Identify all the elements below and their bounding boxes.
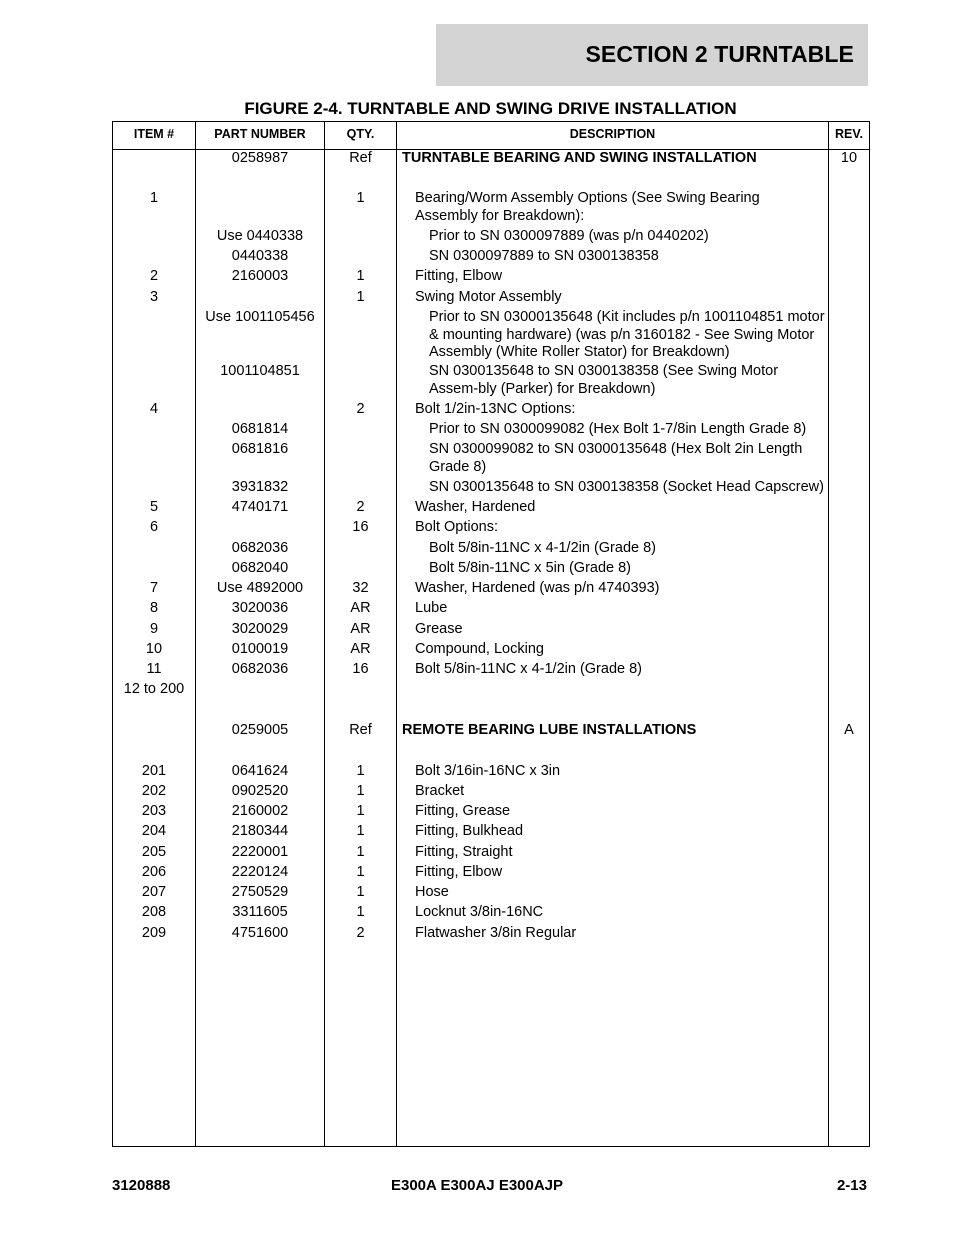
part-number-cell: 1001104851 (220, 363, 300, 379)
qty-cell: AR (350, 600, 371, 616)
section-title: SECTION 2 TURNTABLE (585, 41, 854, 67)
item-number-cell: 11 (146, 661, 162, 677)
qty-cell: AR (350, 641, 371, 657)
part-number-cell: 0682040 (231, 560, 289, 576)
qty-cell: 1 (356, 823, 365, 839)
qty-cell: 1 (356, 884, 365, 900)
part-number-cell: 0681816 (231, 441, 289, 457)
description-cell: Fitting, Elbow (415, 268, 503, 284)
description-cell: SN 0300097889 to SN 0300138358 (429, 248, 659, 264)
part-number-cell: 2220001 (231, 844, 289, 860)
qty-cell: 1 (356, 289, 365, 305)
part-number-cell: 0100019 (231, 641, 289, 657)
part-number-cell: 3020029 (231, 621, 289, 637)
part-number-cell: 0641624 (231, 763, 289, 779)
qty-cell: 1 (356, 864, 365, 880)
qty-cell: Ref (349, 150, 372, 166)
part-number-cell: 0902520 (231, 783, 289, 799)
item-number-cell: 7 (149, 580, 159, 596)
qty-cell: 16 (352, 519, 369, 535)
description-cell: Washer, Hardened (was p/n 4740393) (415, 580, 660, 596)
item-number-cell: 12 to 200 (123, 681, 185, 697)
item-number-cell: 9 (149, 621, 159, 637)
description-cell: TURNTABLE BEARING AND SWING INSTALLATION (402, 150, 757, 166)
description-cell: Bolt Options: (415, 519, 499, 535)
description-cell: Hose (415, 884, 449, 900)
description-cell: Bolt 5/8in-11NC x 4-1/2in (Grade 8) (415, 661, 643, 677)
item-number-cell: 8 (149, 600, 159, 616)
item-number-cell: 206 (141, 864, 167, 880)
description-cell: Fitting, Bulkhead (415, 823, 524, 839)
part-number-cell: 3020036 (231, 600, 289, 616)
model-numbers: E300A E300AJ E300AJP (390, 1177, 564, 1194)
item-number-cell: 205 (141, 844, 167, 860)
part-number-cell: Use 0440338 (216, 228, 304, 244)
part-number-cell: 0681814 (231, 421, 289, 437)
description-cell: Bolt 3/16in-16NC x 3in (415, 763, 561, 779)
item-number-cell: 202 (141, 783, 167, 799)
description-cell: Bolt 5/8in-11NC x 5in (Grade 8) (429, 560, 632, 576)
item-number-cell: 201 (141, 763, 167, 779)
part-number-cell: 2180344 (231, 823, 289, 839)
description-cell: Prior to SN 0300097889 (was p/n 0440202) (429, 228, 709, 244)
description-cell: Prior to SN 0300099082 (Hex Bolt 1-7/8in Length Grade 8) (429, 421, 807, 437)
item-number-cell: 5 (149, 499, 159, 515)
part-number-cell: 4751600 (231, 925, 289, 941)
description-cell: Compound, Locking (415, 641, 544, 657)
qty-cell: 2 (356, 499, 365, 515)
figure-title: FIGURE 2-4. TURNTABLE AND SWING DRIVE INSTALLATION (244, 99, 737, 118)
description-cell: Washer, Hardened (415, 499, 536, 515)
description-cell: Flatwasher 3/8in Regular (415, 925, 577, 941)
table-body (113, 122, 869, 1146)
part-number-cell: 0440338 (231, 248, 289, 264)
rev-cell: 10 (840, 150, 858, 166)
item-number-cell: 3 (149, 289, 159, 305)
item-number-cell: 207 (141, 884, 167, 900)
part-number-cell: 3931832 (231, 479, 289, 495)
part-number-cell: 2220124 (231, 864, 289, 880)
description-cell: REMOTE BEARING LUBE INSTALLATIONS (402, 722, 697, 738)
qty-cell: Ref (349, 722, 372, 738)
part-number-cell: 0682036 (231, 661, 289, 677)
qty-cell: 1 (356, 783, 365, 799)
description-cell: SN 0300099082 to SN 03000135648 (Hex Bolt 2in Length Grade 8) (429, 441, 803, 475)
description-cell: Lube (415, 600, 448, 616)
qty-cell: 1 (356, 904, 365, 920)
description-cell: Grease (415, 621, 463, 637)
part-number-cell: 0258987 (231, 150, 289, 166)
description-cell: SN 0300135648 to SN 0300138358 (See Swing Motor Assem-bly (Parker) for Breakdown) (429, 363, 779, 397)
item-number-cell: 208 (141, 904, 167, 920)
column-header-part-number: PART NUMBER (214, 127, 306, 141)
description-cell: Fitting, Elbow (415, 864, 503, 880)
description-cell: Fitting, Straight (415, 844, 513, 860)
description-cell: Prior to SN 03000135648 (Kit includes p/n 1001104851 motor & mounting hardware) (was p/n 3160182 - See Swing Motor Assembly (White Roller Stator) for Breakdown) (429, 309, 825, 360)
column-header-description: DESCRIPTION (569, 127, 656, 141)
description-cell: Locknut 3/8in-16NC (415, 904, 544, 920)
item-number-cell: 10 (145, 641, 163, 657)
page-number: 2-13 (836, 1177, 867, 1194)
description-cell: Bracket (415, 783, 465, 799)
section-header-banner (436, 24, 868, 86)
item-number-cell: 2 (149, 268, 159, 284)
item-number-cell: 204 (141, 823, 167, 839)
part-number-cell: 2160003 (231, 268, 289, 284)
description-cell: Bolt 5/8in-11NC x 4-1/2in (Grade 8) (429, 540, 657, 556)
doc-number: 3120888 (112, 1177, 171, 1194)
part-number-cell: 2160002 (231, 803, 289, 819)
item-number-cell: 1 (149, 190, 159, 206)
qty-cell: AR (350, 621, 371, 637)
item-number-cell: 203 (141, 803, 167, 819)
part-number-cell: Use 4892000 (216, 580, 304, 596)
qty-cell: 1 (356, 190, 365, 206)
qty-cell: 2 (356, 401, 365, 417)
description-cell: Swing Motor Assembly (415, 289, 562, 305)
qty-cell: 1 (356, 803, 365, 819)
part-number-cell: 0259005 (231, 722, 289, 738)
description-cell: SN 0300135648 to SN 0300138358 (Socket Head Capscrew) (429, 479, 824, 495)
part-number-cell: 4740171 (231, 499, 289, 515)
item-number-cell: 209 (141, 925, 167, 941)
qty-cell: 2 (356, 925, 365, 941)
part-number-cell: 2750529 (231, 884, 289, 900)
qty-cell: 32 (352, 580, 369, 596)
description-cell: Bolt 1/2in-13NC Options: (415, 401, 576, 417)
column-header-item: ITEM # (133, 127, 175, 141)
item-number-cell: 4 (149, 401, 159, 417)
part-number-cell: Use 1001105456 (205, 309, 315, 325)
qty-cell: 1 (356, 844, 365, 860)
qty-cell: 1 (356, 763, 365, 779)
part-number-cell: 0682036 (231, 540, 289, 556)
description-cell: Bearing/Worm Assembly Options (See Swing Bearing Assembly for Breakdown): (415, 190, 760, 224)
part-number-cell: 3311605 (232, 904, 288, 920)
rev-cell: A (844, 722, 854, 738)
column-header-rev: REV. (834, 127, 864, 141)
qty-cell: 16 (352, 661, 369, 677)
description-cell: Fitting, Grease (415, 803, 511, 819)
parts-table (112, 121, 870, 1147)
item-number-cell: 6 (149, 519, 159, 535)
qty-cell: 1 (356, 268, 365, 284)
column-header-qty: QTY. (346, 127, 375, 141)
